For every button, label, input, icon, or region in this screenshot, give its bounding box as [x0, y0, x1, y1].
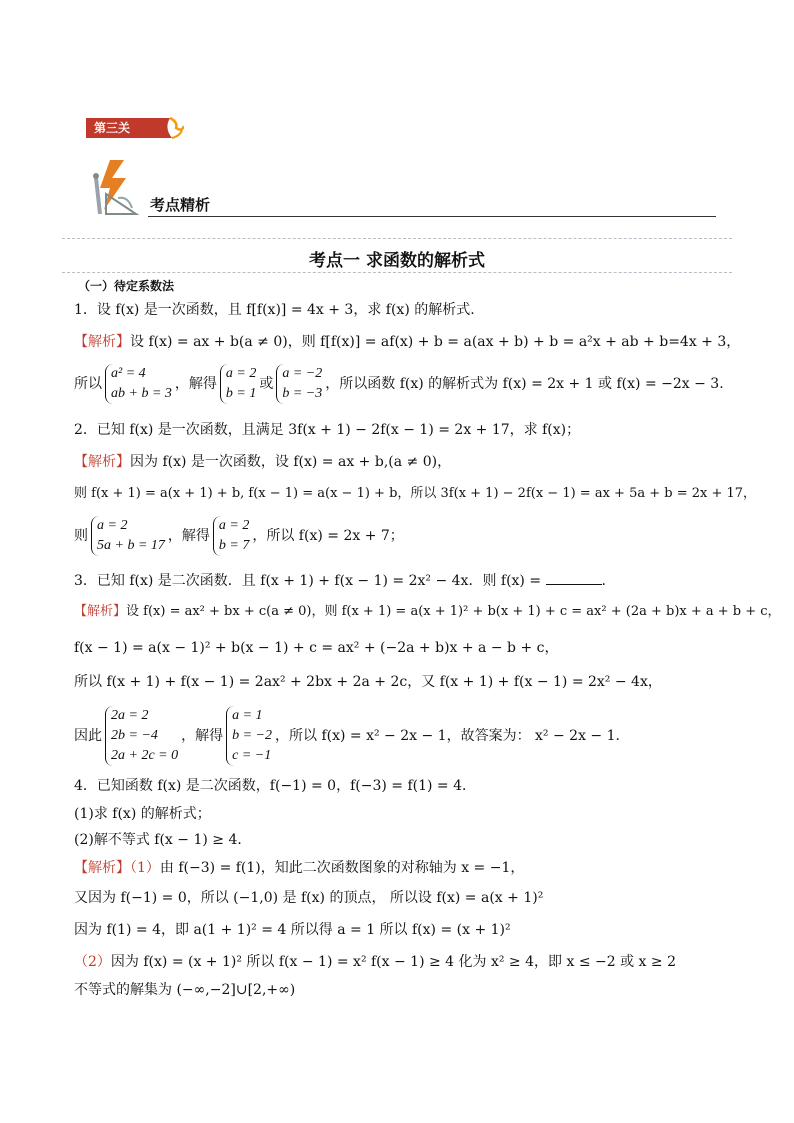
answer-tag: 【解析】	[74, 604, 127, 619]
equation: 2a + 2c = 0	[111, 748, 179, 763]
equation: b = −3	[282, 386, 323, 401]
equation: a = 2	[97, 518, 128, 533]
answer-text: ，解得	[167, 528, 210, 544]
problem-3-answer-line-1	[74, 602, 781, 622]
problem-4-part-1: (1)求 f(x) 的解析式；	[74, 806, 211, 822]
problem-3-question	[74, 570, 606, 591]
answer-text: 设 f(x) = ax² + bx + c(a ≠ 0)，则 f(x + 1) = a(x + 1)² + b(x + 1) + c = ax² + (2a + b)x + a + b + c，	[126, 604, 781, 619]
answer-text: 由 f(−3) = f(1)，知此二次函数图象的对称轴为 x = −1，	[159, 860, 525, 876]
equation-system	[105, 706, 178, 766]
answer-text: 所以	[74, 376, 102, 392]
answer-text: 则	[74, 528, 88, 544]
problem-1-question: 1．设 f(x) 是一次函数，且 f[f(x)] = 4x + 3，求 f(x) 的解析式.	[74, 302, 475, 318]
question-text: 3．已知 f(x) 是二次函数．且 f(x + 1) + f(x − 1) = 2x² − 4x．则 f(x) =	[74, 573, 542, 589]
section-rule	[148, 216, 716, 217]
problem-2-answer-line-3	[74, 516, 404, 556]
part-marker: （2）	[74, 954, 111, 970]
method-subtitle: （一）待定系数法	[78, 279, 175, 293]
answer-text: 或	[259, 376, 274, 392]
problem-1-answer-line-1	[74, 332, 740, 352]
equation: a = −2	[282, 366, 323, 381]
answer-text: 设 f(x) = ax + b(a ≠ 0)，则 f[f(x)] = af(x) + b = a(ax + b) + b = a²x + ab + b=4x + 3，	[130, 334, 741, 350]
problem-4-answer-line-5: 不等式的解集为 (−∞,−2]∪[2,+∞)	[74, 982, 296, 998]
answer-text: ，解得	[181, 728, 224, 744]
answer-tag: 【解析】	[74, 334, 130, 350]
dashed-divider-top	[62, 238, 732, 239]
problem-4-answer-line-2: 又因为 f(−1) = 0，所以 (−1,0) 是 f(x) 的顶点， 所以设 f(x) = a(x + 1)²	[74, 890, 544, 906]
badge-label: 第三关	[94, 121, 131, 135]
equation: 2b = −4	[111, 728, 158, 743]
answer-text: ，解得	[174, 376, 217, 392]
problem-2-answer-line-2: 则 f(x + 1) = a(x + 1) + b, f(x − 1) = a(x − 1) + b，所以 3f(x + 1) − 2f(x − 1) = ax + 5a + b = 2x + 17，	[74, 486, 757, 501]
equation: b = 7	[218, 538, 250, 553]
answer-text: 因为 f(x) = (x + 1)² 所以 f(x − 1) = x² f(x − 1) ≥ 4 化为 x² ≥ 4，即 x ≤ −2 或 x ≥ 2	[110, 954, 676, 970]
equation: a = 2	[218, 518, 250, 533]
equation-system	[220, 364, 256, 404]
answer-text: 因此	[74, 728, 102, 744]
level-badge	[86, 116, 184, 140]
equation: a² = 4	[111, 366, 146, 381]
equation-system	[213, 516, 249, 556]
problem-4-answer-line-3: 因为 f(1) = 4，即 a(1 + 1)² = 4 所以得 a = 1 所以 f(x) = (x + 1)²	[74, 922, 511, 938]
problem-4-part-2: (2)解不等式 f(x − 1) ≥ 4．	[74, 832, 252, 848]
problem-1-answer-line-2	[74, 364, 724, 404]
answer-tag: 【解析】	[74, 860, 130, 876]
dashed-divider-bottom	[62, 272, 732, 273]
equation: b = 1	[225, 386, 257, 401]
answer-tag: 【解析】	[74, 454, 130, 470]
problem-2-question: 2．已知 f(x) 是一次函数，且满足 3f(x + 1) − 2f(x − 1) = 2x + 17，求 f(x)；	[74, 422, 581, 438]
equation-system	[91, 516, 165, 556]
page-title: 考点一 求函数的解析式	[309, 251, 485, 271]
equation-system	[105, 364, 172, 404]
problem-4-question: 4．已知函数 f(x) 是二次函数，f(−1) = 0，f(−3) = f(1) = 4．	[74, 778, 477, 794]
answer-text: ，所以函数 f(x) 的解析式为 f(x) = 2x + 1 或 f(x) = −2x − 3.	[325, 376, 724, 392]
equation: b = −2	[232, 728, 273, 743]
problem-4-answer-line-1	[74, 858, 524, 878]
equation: 5a + b = 17	[97, 538, 165, 553]
problem-4-answer-line-4	[74, 952, 676, 972]
problem-3-answer-line-2: f(x − 1) = a(x − 1)² + b(x − 1) + c = ax² + (−2a + b)x + a − b + c，	[74, 640, 559, 656]
ruler-compass-icon	[88, 158, 146, 218]
answer-text: 因为 f(x) 是一次函数，设 f(x) = ax + b,(a ≠ 0)，	[130, 454, 452, 470]
equation: 2a = 2	[111, 708, 149, 723]
problem-3-answer-line-3: 所以 f(x + 1) + f(x − 1) = 2ax² + 2bx + 2a + 2c，又 f(x + 1) + f(x − 1) = 2x² − 4x，	[74, 674, 662, 690]
problem-3-answer-line-4	[74, 706, 620, 766]
equation: ab + b = 3	[111, 386, 172, 401]
section-label: 考点精析	[150, 196, 211, 214]
equation: a = 1	[232, 708, 263, 723]
equation-system	[226, 706, 272, 766]
question-text: .	[601, 573, 606, 589]
part-marker: （1）	[130, 860, 160, 876]
answer-text: ，所以 f(x) = 2x + 7；	[252, 528, 404, 544]
equation: a = 2	[225, 366, 257, 381]
answer-text: ，所以 f(x) = x² − 2x − 1，故答案为： x² − 2x − 1.	[275, 728, 620, 744]
equation-system	[276, 364, 322, 404]
answer-blank	[546, 570, 602, 585]
equation: c = −1	[232, 748, 272, 763]
problem-2-answer-line-1	[74, 452, 451, 472]
